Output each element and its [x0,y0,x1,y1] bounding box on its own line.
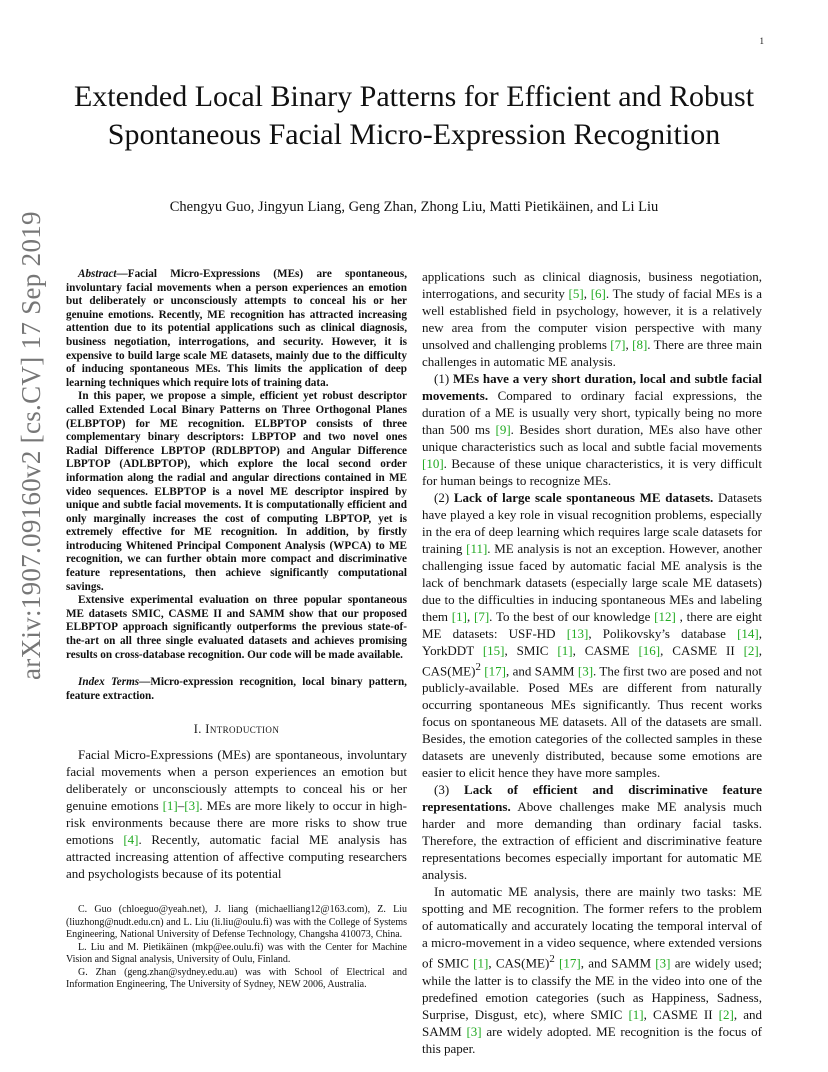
index-terms [66,676,407,703]
arxiv-stamp: arXiv:1907.09160v2 [cs.CV] 17 Sep 2019 [16,211,46,680]
abstract [66,268,407,662]
intro-paragraph: Facial Micro-Expressions (MEs) are spontaneous, involuntary facial movements when a person experiences an emotion but deliberately or unconsciously attempts to conceal his or her genuine emotions [1]–[3]. MEs are more likely to occur in high-risk environments because there are more risks to show true emotions [4]. Recently, automatic facial ME analysis has attracted increasing attention of affective computing researchers and psychologists because of its potential [66,747,407,882]
citation-link[interactable]: [14] [737,626,759,641]
abstract-text: —Facial Micro-Expressions (MEs) are spontaneous, involuntary facial movements when a person experiences an emotion but deliberately or unconsciously attempts to conceal his or her genuine emotions. Recently, ME recognition has attracted increasing attention due to its potential applications such as clinical diagnosis, business negotiation, interrogations, and security. However, it is expensive to build large scale ME datasets, mainly due to the difficulty of inducing spontaneous MEs. This limits the application of deep learning techniques which require lots of training data. [66,268,407,389]
author-list: Chengyu Guo, Jingyun Liang, Geng Zhan, Zhong Liu, Matti Pietikäinen, and Li Liu [169,199,659,215]
left-column [66,268,407,992]
body-paragraph: (2) Lack of large scale spontaneous ME datasets. Datasets have played a key role in visual recognition problems, especially in the era of deep learning which requires large scale datasets for training [11]. ME analysis is not an exception. However, another challenging issue faced by automatic facial ME analysis is the lack of benchmark datasets (especially large scale ME datasets) due to the difficulties in inducing spontaneous MEs and labeling them [1], [7]. To the best of our knowledge [12] , there are eight ME datasets: USF-HD [13], Polikovsky’s database [14], YorkDDT [15], SMIC [1], CASME [16], CASME II [2], CAS(ME)$^2$ [17], and SAMM [3]. The first two are posed and not publicly-available. Posed MEs are different from naturally occurring spontaneous MEs significantly. Thus recent works focus on spontaneous ME datasets. All of the datasets are small. Besides, the emotion categories of the collected samples in these datasets are unevenly distributed, because some emotions are easier to elicit hence they have more samples. [422,490,763,781]
citation-link[interactable]: [5] [568,286,584,301]
citation-link[interactable]: [17] [484,663,506,679]
citation-link[interactable]: [1] [628,1006,644,1022]
citation-link[interactable]: [1] [557,643,573,658]
citation-link[interactable]: [1] [473,955,489,971]
citation-link[interactable]: [10] [422,456,444,471]
footnotes [66,904,407,992]
body-paragraph: applications such as clinical diagnosis, business negotiation, interrogations, and security [5], [6]. The study of facial MEs is a well established field in psychology, however, it is a relatively new area from the computer vision perspective with many unsolved and challenging problems [7], [8]. There are three main challenges in automatic ME analysis. [422,269,763,369]
citation-link[interactable]: [3] [577,663,594,679]
citation-link[interactable]: [3] [655,955,671,971]
citation-link[interactable]: [2] [743,643,759,658]
citation-link[interactable]: [13] [566,626,589,641]
citation-link[interactable]: [6] [590,286,606,301]
citation-link[interactable]: [3] [466,1023,482,1039]
abstract-paragraph: In this paper, we propose a simple, efficient yet robust descriptor called Extended Local Binary Patterns on Three Orthogonal Planes (ELBPTOP) for ME recognition. ELBPTOP consists of three complementary binary descriptors: LBPTOP and two novel ones Radial Difference LBPTOP (RDLBPTOP) and Angular Difference LBPTOP (ADLBPTOP), which explore the local second order information along the radial and angular directions contained in ME video sequences. ELBPTOP is a novel ME descriptor inspired by unique and subtle facial movements. It is computationally efficient and only marginally increases the cost of computing LBPTOP, yet is extremely effective for ME recognition. In addition, by firstly introducing Whitened Principal Component Analysis (WPCA) to ME recognition, we can further obtain more compact and discriminative feature representations, then achieve significantly computational savings. [66,390,407,593]
citation-link[interactable]: [12] [654,609,676,624]
footnote: L. Liu and M. Pietikäinen (mkp@ee.oulu.fi) was with the Center for Machine Vision and Signal analysis, University of Oulu, Finland. [66,941,407,966]
section-heading: I. Introduction [193,722,280,737]
index-terms-text: —Micro-expression recognition, local binary pattern, feature extraction. [66,676,407,702]
right-column [422,268,762,1057]
paper-title: Extended Local Binary Patterns for Efficient and Robust Spontaneous Facial Micro-Expression Recognition [73,80,755,151]
citation-link[interactable]: [9] [495,422,511,437]
citation-link[interactable]: [1] [451,609,467,624]
abstract-paragraph: Extensive experimental evaluation on three popular spontaneous ME datasets SMIC, CASME II and SAMM show that our proposed ELBPTOP approach significantly outperforms the previous state-of-the-art on all three single evaluated datasets and achieves promising results on cross-database recognition. Our code will be made available. [66,594,407,661]
body-paragraph: (1) MEs have a very short duration, local and subtle facial movements. Compared to ordinary facial expressions, the duration of a ME is usually very short, typically being no more than 500 ms [9]. Besides short duration, MEs also have other unique characteristics such as local and subtle facial movements [10]. Because of these unique characteristics, it is very difficult for human beings to recognize MEs. [422,371,762,488]
citation-link[interactable]: [8] [632,337,648,352]
footnote: G. Zhan (geng.zhan@sydney.edu.au) was with School of Electrical and Information Engineering, The University of Sydney, NEW 2006, Australia. [66,966,407,991]
index-terms-label: Index Terms [78,676,140,689]
citation-link[interactable]: [4] [123,832,139,848]
citation-link[interactable]: [11] [466,541,488,556]
citation-link[interactable]: [7] [610,337,626,352]
citation-link[interactable]: [1] [162,798,178,814]
citation-link[interactable]: [2] [718,1006,734,1022]
citation-link[interactable]: [15] [482,643,505,658]
citation-link[interactable]: [16] [638,643,661,658]
abstract-paragraph [66,268,407,390]
body-paragraph: In automatic ME analysis, there are mainly two tasks: ME spotting and ME recognition. The former refers to the problem of automatically and accurately locating the temporal interval of a micro-movement in a video sequence, where extended versions of SMIC [1], CAS(ME)$^2$ [17], and SAMM [3] are widely used; while the latter is to classify the ME in the video into one of the predefined emotion categories (such as Happiness, Sadness, Surprise, Disgust, etc), where SMIC [1], CASME II [2], and SAMM [3] are widely adopted. ME recognition is the focus of this paper. [422,884,762,1056]
body-paragraph: (3) Lack of efficient and discriminative feature representations. Above challenges make ME analysis much harder and more demanding than ordinary facial tasks. Therefore, the extraction of efficient and discriminative feature representations becomes especially important for automatic ME analysis. [422,782,762,883]
citation-link[interactable]: [7] [473,609,490,624]
citation-link[interactable]: [17] [559,955,581,971]
citation-link[interactable]: [3] [184,798,200,814]
footnote: C. Guo (chloeguo@yeah.net), J. liang (michaelliang12@163.com), Z. Liu (liuzhong@nudt.edu.cn) and L. Liu (li.liu@oulu.fi) was with the College of Systems Engineering, National University of Defense Technology, Changsha 410073, China. [66,904,407,941]
abstract-label: Abstract [78,268,117,280]
page-number: 1 [759,36,764,46]
